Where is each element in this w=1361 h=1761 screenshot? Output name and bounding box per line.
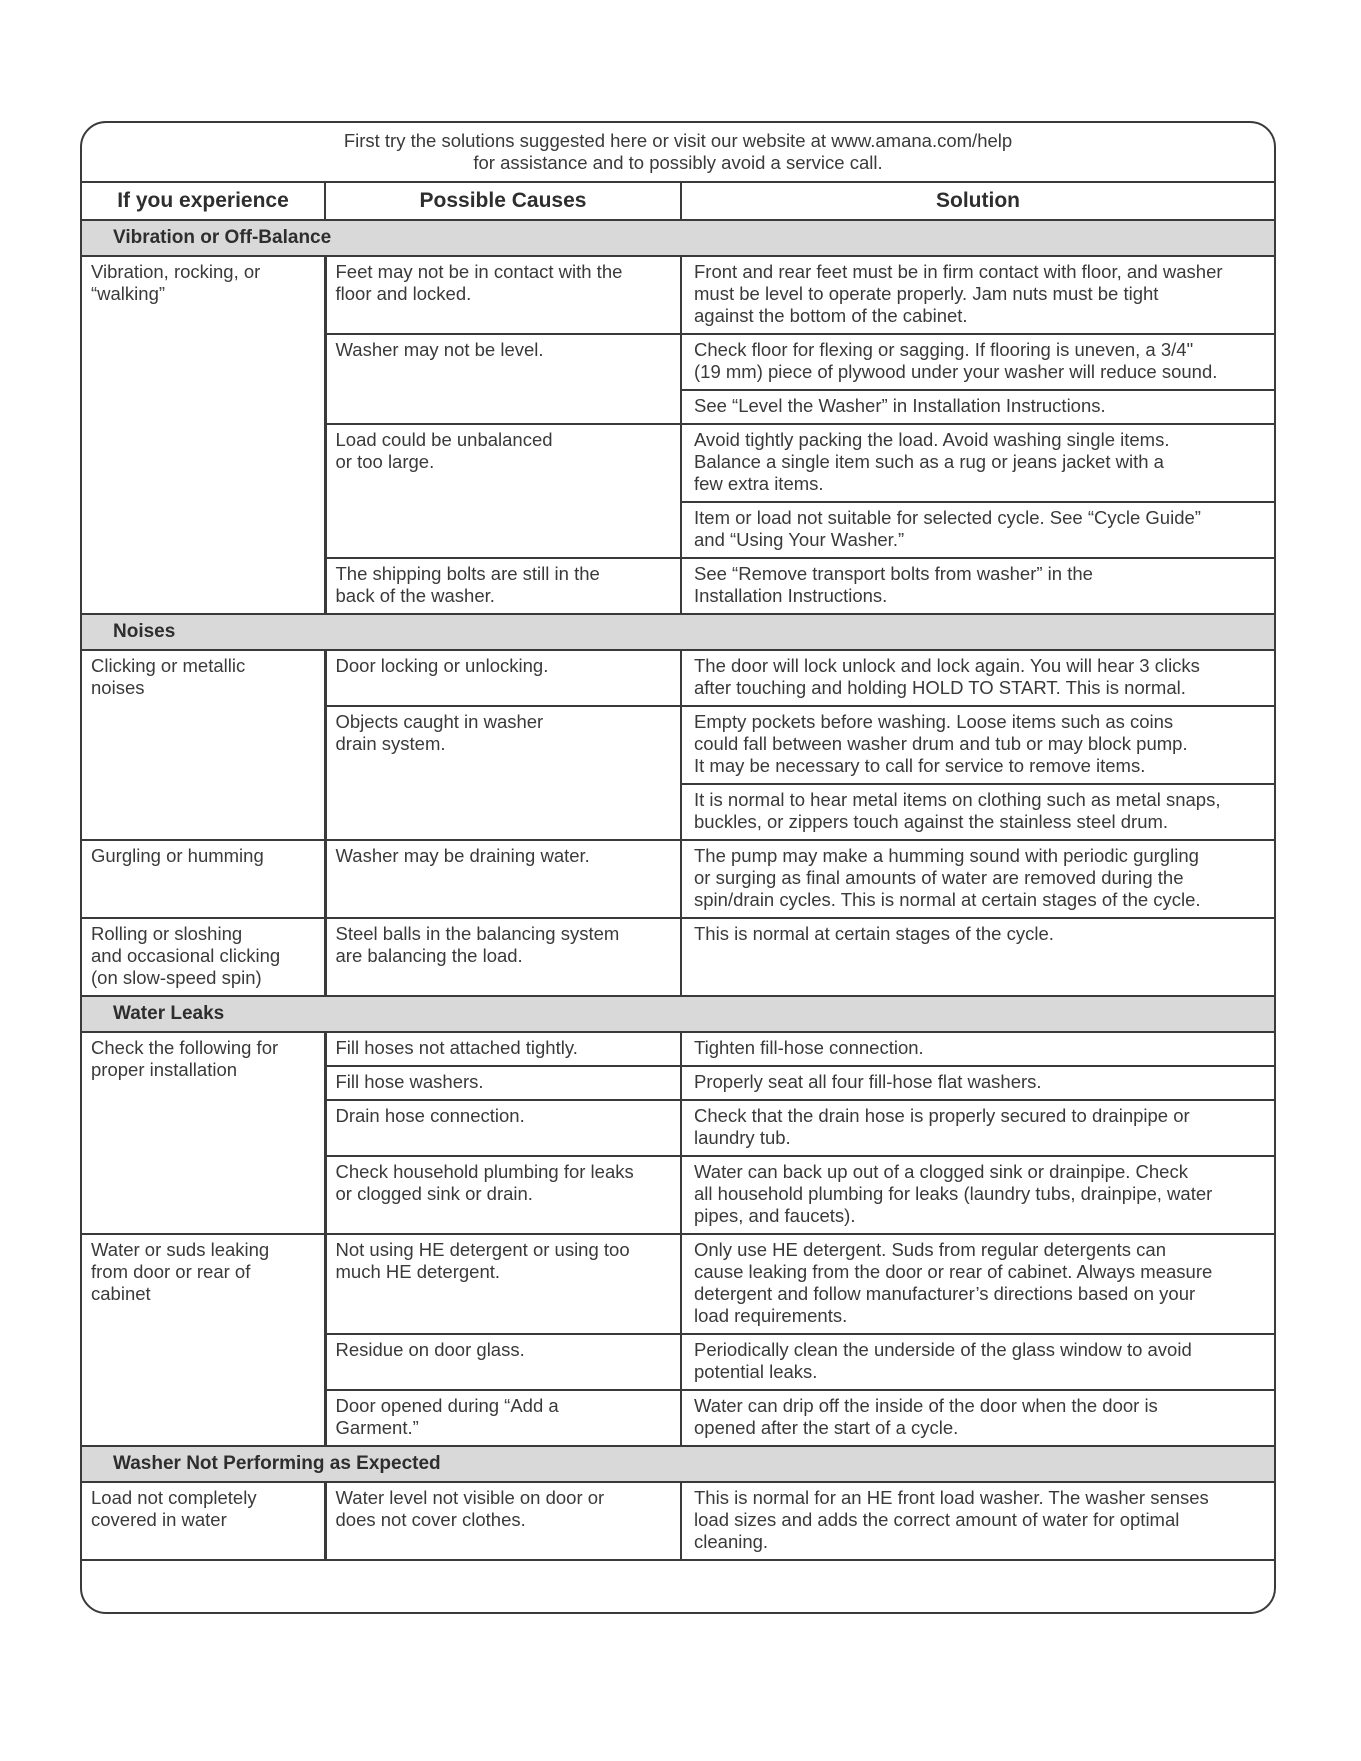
issue-cell: Water or suds leaking from door or rear of cabinet	[82, 1234, 325, 1446]
intro-line-1: First try the solutions suggested here or visit our website at www.amana.com/help	[343, 130, 1013, 151]
issue-cell: Vibration, rocking, or “walking”	[82, 256, 325, 614]
solution-cell: See “Level the Washer” in Installation Instructions.	[681, 390, 1274, 424]
cause-cell: Steel balls in the balancing system are balancing the load.	[325, 918, 681, 996]
issue-cell: Gurgling or humming	[82, 840, 325, 918]
section-header	[82, 614, 1274, 650]
issue-cell: Rolling or sloshing and occasional clicking (on slow-speed spin)	[82, 918, 325, 996]
cause-cell: The shipping bolts are still in the back of the washer.	[325, 558, 681, 614]
header-causes: Possible Causes	[325, 183, 681, 220]
solution-cell: Periodically clean the underside of the glass window to avoid potential leaks.	[681, 1334, 1274, 1390]
table-row	[82, 1234, 1274, 1334]
section-header	[82, 220, 1274, 256]
cause-cell: Washer may be draining water.	[325, 840, 681, 918]
issue-cell: Check the following for proper installation	[82, 1032, 325, 1234]
cause-cell: Not using HE detergent or using too much HE detergent.	[325, 1234, 681, 1334]
table-row	[82, 256, 1274, 334]
cause-cell: Drain hose connection.	[325, 1100, 681, 1156]
cause-cell: Fill hose washers.	[325, 1066, 681, 1100]
solution-cell: Properly seat all four fill-hose flat washers.	[681, 1066, 1274, 1100]
cause-cell: Washer may not be level.	[325, 334, 681, 424]
cause-cell: Load could be unbalanced or too large.	[325, 424, 681, 558]
section-title: Vibration or Off-Balance	[82, 220, 1274, 256]
intro-line-2: for assistance and to possibly avoid a service call.	[473, 152, 883, 173]
section-title: Water Leaks	[82, 996, 1274, 1032]
table-row	[82, 1482, 1274, 1560]
solution-cell: Check that the drain hose is properly secured to drainpipe or laundry tub.	[681, 1100, 1274, 1156]
solution-cell: Tighten fill-hose connection.	[681, 1032, 1274, 1066]
solution-cell: Front and rear feet must be in firm contact with floor, and washer must be level to operate properly. Jam nuts must be tight against the bottom of the cabinet.	[681, 256, 1274, 334]
table-row	[82, 918, 1274, 996]
section-title: Noises	[82, 614, 1274, 650]
cause-cell: Objects caught in washer drain system.	[325, 706, 681, 840]
issue-cell: Load not completely covered in water	[82, 1482, 325, 1560]
section-header	[82, 1446, 1274, 1482]
solution-cell: Water can drip off the inside of the door when the door is opened after the start of a cycle.	[681, 1390, 1274, 1446]
cause-cell: Check household plumbing for leaks or clogged sink or drain.	[325, 1156, 681, 1234]
solution-cell: Avoid tightly packing the load. Avoid washing single items. Balance a single item such as a rug or jeans jacket with a few extra items.	[681, 424, 1274, 502]
cause-cell: Door opened during “Add a Garment.”	[325, 1390, 681, 1446]
section-header	[82, 996, 1274, 1032]
cause-cell: Feet may not be in contact with the floor and locked.	[325, 256, 681, 334]
intro-note	[82, 123, 1274, 183]
issue-cell: Clicking or metallic noises	[82, 650, 325, 840]
cause-cell: Water level not visible on door or does not cover clothes.	[325, 1482, 681, 1560]
solution-cell: This is normal for an HE front load washer. The washer senses load sizes and adds the correct amount of water for optimal cleaning.	[681, 1482, 1274, 1560]
cause-cell: Door locking or unlocking.	[325, 650, 681, 706]
solution-cell: Only use HE detergent. Suds from regular detergents can cause leaking from the door or rear of cabinet. Always measure detergent and follow manufacturer’s directions based on your load requirements.	[681, 1234, 1274, 1334]
cause-cell: Residue on door glass.	[325, 1334, 681, 1390]
troubleshooting-panel	[80, 121, 1276, 1614]
solution-cell: It is normal to hear metal items on clothing such as metal snaps, buckles, or zippers touch against the stainless steel drum.	[681, 784, 1274, 840]
solution-cell: Water can back up out of a clogged sink or drainpipe. Check all household plumbing for leaks (laundry tubs, drainpipe, water pipes, and faucets).	[681, 1156, 1274, 1234]
table-row	[82, 840, 1274, 918]
section-title: Washer Not Performing as Expected	[82, 1446, 1274, 1482]
solution-cell: Check floor for flexing or sagging. If flooring is uneven, a 3/4" (19 mm) piece of plywood under your washer will reduce sound.	[681, 334, 1274, 390]
header-experience: If you experience	[82, 183, 325, 220]
header-row	[82, 183, 1274, 220]
solution-cell: Empty pockets before washing. Loose items such as coins could fall between washer drum and tub or may block pump. It may be necessary to call for service to remove items.	[681, 706, 1274, 784]
cause-cell: Fill hoses not attached tightly.	[325, 1032, 681, 1066]
header-solution: Solution	[681, 183, 1274, 220]
solution-cell: Item or load not suitable for selected cycle. See “Cycle Guide” and “Using Your Washer.”	[681, 502, 1274, 558]
table-row	[82, 650, 1274, 706]
table-row	[82, 1032, 1274, 1066]
table-body	[82, 220, 1274, 1560]
solution-cell: See “Remove transport bolts from washer” in the Installation Instructions.	[681, 558, 1274, 614]
solution-cell: The pump may make a humming sound with periodic gurgling or surging as final amounts of water are removed during the spin/drain cycles. This is normal at certain stages of the cycle.	[681, 840, 1274, 918]
solution-cell: The door will lock unlock and lock again. You will hear 3 clicks after touching and holding HOLD TO START. This is normal.	[681, 650, 1274, 706]
solution-cell: This is normal at certain stages of the cycle.	[681, 918, 1274, 996]
troubleshooting-table	[82, 183, 1274, 1561]
